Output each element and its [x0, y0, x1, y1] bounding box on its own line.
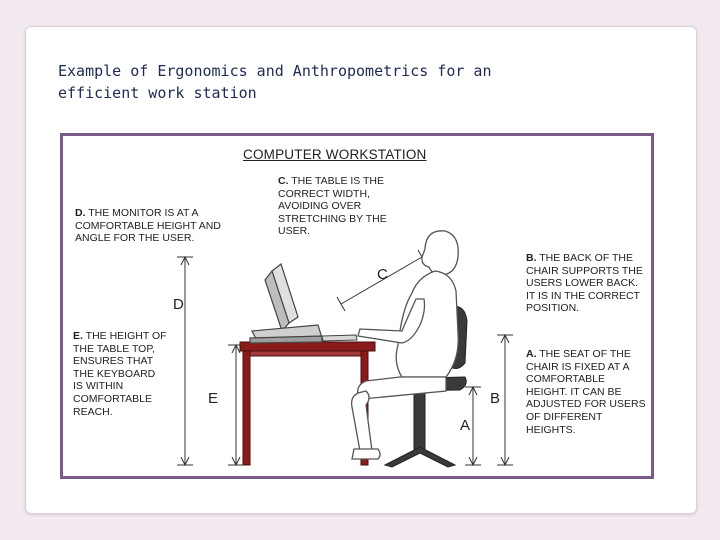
dimension-b-label: B	[490, 390, 501, 407]
note-e-text: THE HEIGHT OF THE TABLE TOP, ENSURES THAT THE KEYBOARD IS WITHIN COMFORTABLE REACH.	[73, 330, 167, 418]
note-d-key: D.	[75, 207, 86, 219]
note-a-text: THE SEAT OF THE CHAIR IS FIXED AT A COMFORTABLE HEIGHT. IT CAN BE ADJUSTED FOR USERS OF DIFFERENT HEIGHTS.	[526, 348, 646, 436]
note-a-key: A.	[526, 348, 537, 360]
dimension-c-label: C	[377, 266, 388, 283]
dimension-d-label: D	[173, 296, 184, 313]
slide-title: Example of Ergonomics and Anthropometrics for an efficient work station	[58, 62, 492, 102]
note-c-key: C.	[278, 175, 289, 187]
dimension-a-label: A	[460, 417, 471, 434]
note-e-key: E.	[73, 330, 83, 342]
note-c	[278, 175, 410, 238]
note-a	[526, 348, 646, 436]
note-e	[73, 330, 168, 418]
note-b-key: B.	[526, 252, 537, 264]
monitor	[250, 264, 322, 343]
note-b-text: THE BACK OF THE CHAIR SUPPORTS THE USERS LOWER BACK. IT IS IN THE CORRECT POSITION.	[526, 252, 643, 315]
dimension-e-line	[228, 345, 244, 465]
keyboard	[322, 335, 357, 341]
figure-heading: COMPUTER WORKSTATION	[243, 147, 427, 162]
note-d-text: THE MONITOR IS AT A COMFORTABLE HEIGHT AND ANGLE FOR THE USER.	[75, 207, 221, 245]
note-b	[526, 252, 648, 315]
dimension-e-label: E	[208, 390, 219, 407]
note-d	[75, 207, 227, 245]
note-c-text: THE TABLE IS THE CORRECT WIDTH, AVOIDING OVER STRETCHING BY THE USER.	[278, 175, 387, 238]
dimension-d-line	[177, 257, 193, 465]
